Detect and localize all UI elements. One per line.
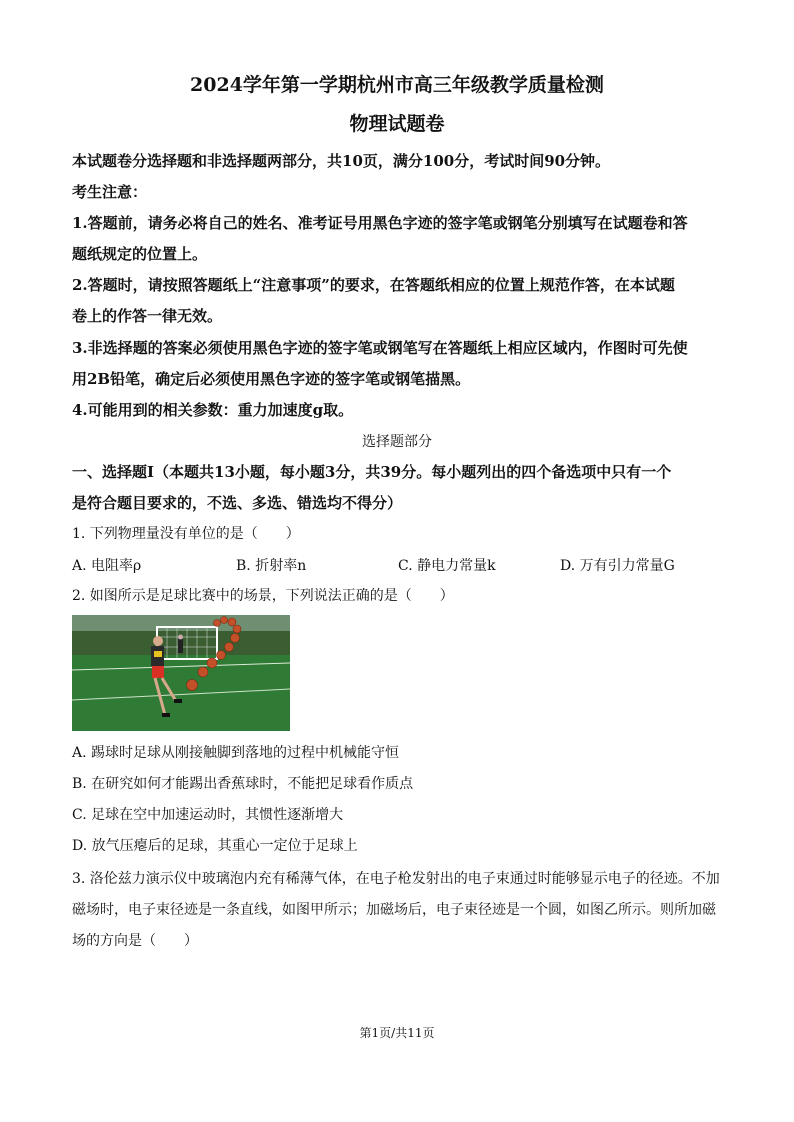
page-title: 2024学年第一学期杭州市高三年级教学质量检测 — [190, 74, 604, 96]
notice-line: 用2B铅笔，确定后必须使用黑色字迹的签字笔或钢笔描黑。 — [72, 370, 471, 388]
question-1-option-d: D. 万有引力常量G — [560, 558, 675, 574]
section-title: 选择题部分 — [362, 434, 432, 450]
question-2-option-a: A. 踢球时足球从刚接触脚到落地的过程中机械能守恒 — [72, 745, 400, 761]
question-2-option-d: D. 放气压瘪后的足球，其重心一定位于足球上 — [72, 838, 358, 854]
question-1-option-c: C. 静电力常量k — [398, 558, 496, 574]
question-1-option-a: A. 电阻率ρ — [72, 558, 142, 574]
page-subtitle: 物理试题卷 — [349, 113, 445, 135]
notice-label: 考生注意： — [72, 183, 148, 201]
section-heading: 一、选择题I（本题共13小题，每小题3分，共39分。每小题列出的四个备选项中只有一个 — [72, 463, 672, 481]
section-heading: 是符合题目要求的，不选、多选、错选均不得分） — [72, 494, 403, 512]
question-2-option-b: B. 在研究如何才能踢出香蕉球时，不能把足球看作质点 — [72, 776, 414, 792]
question-1-stem: 1. 下列物理量没有单位的是（ ） — [72, 526, 300, 542]
question-2-stem: 2. 如图所示是足球比赛中的场景，下列说法正确的是（ ） — [72, 588, 454, 604]
page-number: 第1页/共11页 — [359, 1026, 435, 1040]
question-1-option-b: B. 折射率n — [236, 558, 307, 574]
question-2-option-c: C. 足球在空中加速运动时，其惯性逐渐增大 — [72, 807, 344, 823]
question-3-stem: 磁场时，电子束径迹是一条直线，如图甲所示；加磁场后，电子束径迹是一个圆，如图乙所示。则所加磁 — [72, 902, 716, 918]
notice-line: 题纸规定的位置上。 — [72, 245, 208, 263]
notice-line: 3.非选择题的答案必须使用黑色字迹的签字笔或钢笔写在答题纸上相应区域内，作图时可先使 — [72, 339, 688, 357]
exam-summary: 本试题卷分选择题和非选择题两部分，共10页，满分100分，考试时间90分钟。 — [72, 152, 611, 170]
soccer-kick-photo — [72, 615, 290, 731]
notice-line: 4.可能用到的相关参数：重力加速度g取。 — [72, 401, 354, 419]
notice-line: 2.答题时，请按照答题纸上“注意事项”的要求，在答题纸相应的位置上规范作答，在本试题 — [72, 276, 675, 294]
notice-line: 卷上的作答一律无效。 — [72, 307, 223, 325]
notice-line: 1.答题前，请务必将自己的姓名、准考证号用黑色字迹的签字笔或钢笔分别填写在试题卷和答 — [72, 214, 688, 232]
question-3-stem: 3. 洛伦兹力演示仪中玻璃泡内充有稀薄气体，在电子枪发射出的电子束通过时能够显示电子的径迹。不加 — [72, 871, 720, 887]
question-3-stem: 场的方向是（ ） — [72, 933, 198, 949]
